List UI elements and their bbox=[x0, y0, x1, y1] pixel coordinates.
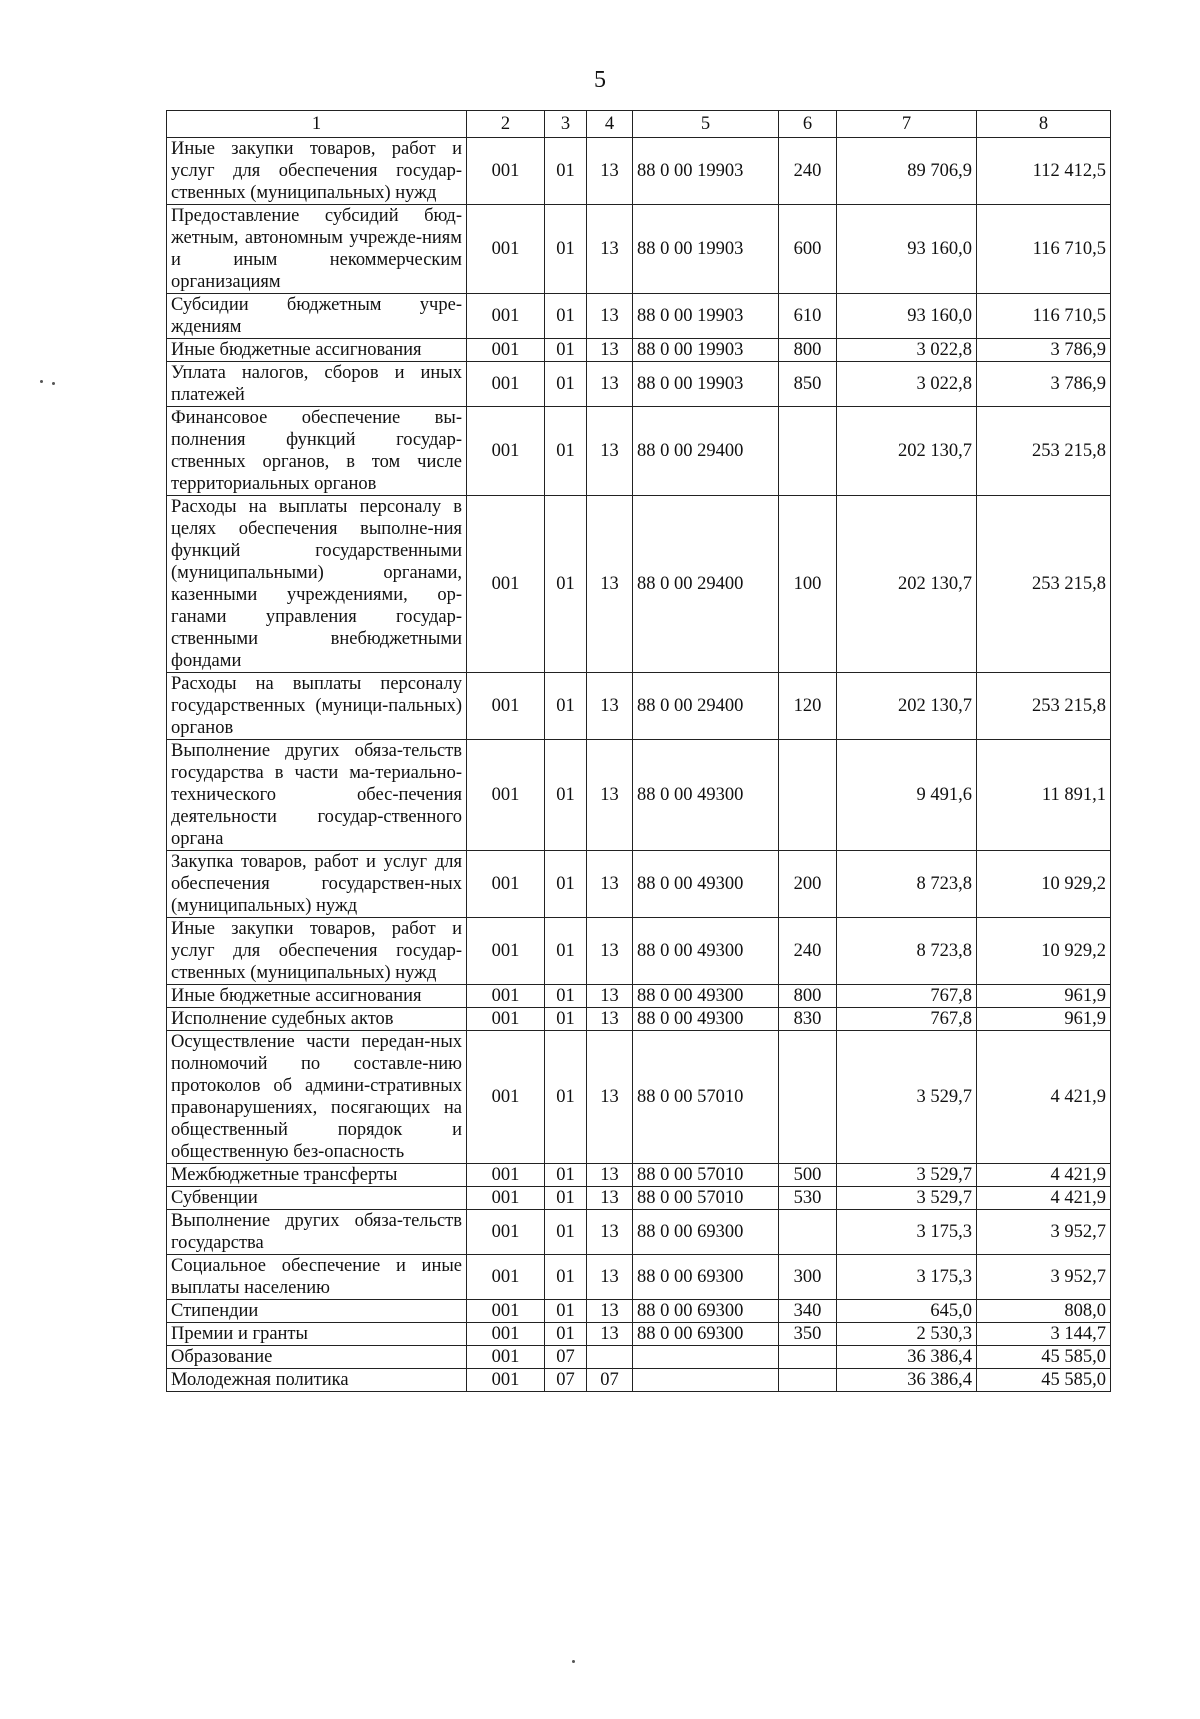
cell-name: Иные закупки товаров, работ и услуг для обеспечения государ-ственных (муниципальных) нужд bbox=[167, 918, 467, 985]
cell-expense-type: 300 bbox=[779, 1255, 837, 1300]
cell-ministry-code: 001 bbox=[467, 1369, 545, 1392]
cell-subsection: 13 bbox=[587, 673, 633, 740]
table-row bbox=[167, 1346, 1111, 1369]
scan-speck bbox=[52, 382, 55, 385]
cell-target-article bbox=[633, 1346, 779, 1369]
table-row bbox=[167, 362, 1111, 407]
cell-amount-2: 116 710,5 bbox=[977, 205, 1111, 294]
cell-name: Осуществление части передан-ных полномочий по составле-нию протоколов об админи-стративных правонарушениях, посягающих на общественный порядок и общественную без-опасность bbox=[167, 1031, 467, 1164]
cell-amount-1: 202 130,7 bbox=[837, 496, 977, 673]
cell-amount-1: 89 706,9 bbox=[837, 138, 977, 205]
cell-target-article: 88 0 00 69300 bbox=[633, 1323, 779, 1346]
cell-target-article: 88 0 00 19903 bbox=[633, 362, 779, 407]
cell-expense-type: 830 bbox=[779, 1008, 837, 1031]
cell-subsection: 07 bbox=[587, 1369, 633, 1392]
cell-amount-2: 3 144,7 bbox=[977, 1323, 1111, 1346]
cell-amount-2: 3 786,9 bbox=[977, 362, 1111, 407]
cell-name: Иные бюджетные ассигнования bbox=[167, 339, 467, 362]
table-row bbox=[167, 1187, 1111, 1210]
cell-section: 01 bbox=[545, 985, 587, 1008]
cell-amount-1: 3 175,3 bbox=[837, 1210, 977, 1255]
cell-amount-1: 8 723,8 bbox=[837, 918, 977, 985]
cell-name: Предоставление субсидий бюд-жетным, автономным учрежде-ниям и иным некоммерческим организациям bbox=[167, 205, 467, 294]
table-row bbox=[167, 918, 1111, 985]
cell-expense-type bbox=[779, 740, 837, 851]
cell-name: Премии и гранты bbox=[167, 1323, 467, 1346]
cell-name: Социальное обеспечение и иные выплаты населению bbox=[167, 1255, 467, 1300]
cell-name: Иные бюджетные ассигнования bbox=[167, 985, 467, 1008]
cell-section: 01 bbox=[545, 294, 587, 339]
scan-speck bbox=[572, 1660, 575, 1663]
cell-expense-type: 800 bbox=[779, 985, 837, 1008]
cell-amount-1: 3 022,8 bbox=[837, 339, 977, 362]
cell-target-article: 88 0 00 19903 bbox=[633, 294, 779, 339]
cell-section: 01 bbox=[545, 407, 587, 496]
cell-section: 01 bbox=[545, 740, 587, 851]
table-row bbox=[167, 851, 1111, 918]
cell-amount-1: 202 130,7 bbox=[837, 673, 977, 740]
cell-amount-2: 253 215,8 bbox=[977, 673, 1111, 740]
cell-amount-2: 45 585,0 bbox=[977, 1369, 1111, 1392]
column-header-8: 8 bbox=[977, 111, 1111, 138]
cell-subsection: 13 bbox=[587, 496, 633, 673]
cell-ministry-code: 001 bbox=[467, 1031, 545, 1164]
cell-ministry-code: 001 bbox=[467, 673, 545, 740]
cell-ministry-code: 001 bbox=[467, 1255, 545, 1300]
table-row bbox=[167, 205, 1111, 294]
cell-ministry-code: 001 bbox=[467, 496, 545, 673]
cell-subsection: 13 bbox=[587, 851, 633, 918]
cell-name: Субсидии бюджетным учре-ждениям bbox=[167, 294, 467, 339]
column-header-4: 4 bbox=[587, 111, 633, 138]
cell-name: Выполнение других обяза-тельств государства в части ма-териально-технического обес-печения деятельности государ-ственного органа bbox=[167, 740, 467, 851]
cell-section: 01 bbox=[545, 1187, 587, 1210]
cell-subsection: 13 bbox=[587, 294, 633, 339]
cell-subsection: 13 bbox=[587, 1300, 633, 1323]
table-row bbox=[167, 339, 1111, 362]
cell-target-article: 88 0 00 49300 bbox=[633, 740, 779, 851]
cell-amount-1: 202 130,7 bbox=[837, 407, 977, 496]
table-header-row bbox=[167, 111, 1111, 138]
cell-ministry-code: 001 bbox=[467, 1300, 545, 1323]
cell-expense-type: 240 bbox=[779, 918, 837, 985]
cell-name: Образование bbox=[167, 1346, 467, 1369]
cell-name: Расходы на выплаты персоналу в целях обеспечения выполне-ния функций государственными (муниципальными) органами, казенными учреждениями, ор-ганами управления государ-ственными внебюджетными фондами bbox=[167, 496, 467, 673]
cell-section: 01 bbox=[545, 362, 587, 407]
cell-expense-type bbox=[779, 1031, 837, 1164]
cell-expense-type bbox=[779, 407, 837, 496]
cell-ministry-code: 001 bbox=[467, 362, 545, 407]
cell-amount-2: 10 929,2 bbox=[977, 851, 1111, 918]
cell-name: Расходы на выплаты персоналу государственных (муници-пальных) органов bbox=[167, 673, 467, 740]
cell-name: Исполнение судебных актов bbox=[167, 1008, 467, 1031]
column-header-6: 6 bbox=[779, 111, 837, 138]
cell-target-article: 88 0 00 49300 bbox=[633, 1008, 779, 1031]
cell-ministry-code: 001 bbox=[467, 205, 545, 294]
cell-expense-type: 530 bbox=[779, 1187, 837, 1210]
table-row bbox=[167, 496, 1111, 673]
table-row bbox=[167, 740, 1111, 851]
cell-amount-1: 3 529,7 bbox=[837, 1164, 977, 1187]
cell-target-article: 88 0 00 57010 bbox=[633, 1031, 779, 1164]
cell-amount-2: 808,0 bbox=[977, 1300, 1111, 1323]
scan-speck bbox=[40, 380, 43, 383]
cell-amount-1: 9 491,6 bbox=[837, 740, 977, 851]
cell-name: Иные закупки товаров, работ и услуг для обеспечения государ-ственных (муниципальных) нужд bbox=[167, 138, 467, 205]
cell-amount-1: 93 160,0 bbox=[837, 294, 977, 339]
table-row bbox=[167, 1255, 1111, 1300]
cell-subsection: 13 bbox=[587, 1323, 633, 1346]
cell-section: 01 bbox=[545, 1255, 587, 1300]
cell-subsection: 13 bbox=[587, 740, 633, 851]
cell-subsection bbox=[587, 1346, 633, 1369]
cell-section: 01 bbox=[545, 1031, 587, 1164]
column-header-5: 5 bbox=[633, 111, 779, 138]
table-row bbox=[167, 1369, 1111, 1392]
cell-ministry-code: 001 bbox=[467, 1323, 545, 1346]
cell-section: 01 bbox=[545, 918, 587, 985]
cell-amount-1: 3 022,8 bbox=[837, 362, 977, 407]
cell-section: 01 bbox=[545, 1008, 587, 1031]
cell-ministry-code: 001 bbox=[467, 1210, 545, 1255]
cell-amount-2: 10 929,2 bbox=[977, 918, 1111, 985]
cell-amount-1: 36 386,4 bbox=[837, 1369, 977, 1392]
cell-subsection: 13 bbox=[587, 205, 633, 294]
cell-amount-2: 45 585,0 bbox=[977, 1346, 1111, 1369]
cell-name: Уплата налогов, сборов и иных платежей bbox=[167, 362, 467, 407]
cell-target-article: 88 0 00 49300 bbox=[633, 918, 779, 985]
cell-target-article: 88 0 00 29400 bbox=[633, 673, 779, 740]
cell-subsection: 13 bbox=[587, 918, 633, 985]
table-row bbox=[167, 294, 1111, 339]
table-row bbox=[167, 985, 1111, 1008]
budget-table bbox=[166, 110, 1111, 1392]
cell-section: 01 bbox=[545, 138, 587, 205]
cell-amount-2: 961,9 bbox=[977, 1008, 1111, 1031]
cell-expense-type: 350 bbox=[779, 1323, 837, 1346]
cell-amount-2: 4 421,9 bbox=[977, 1187, 1111, 1210]
table-row bbox=[167, 1031, 1111, 1164]
cell-amount-1: 2 530,3 bbox=[837, 1323, 977, 1346]
cell-amount-1: 8 723,8 bbox=[837, 851, 977, 918]
cell-subsection: 13 bbox=[587, 407, 633, 496]
cell-amount-1: 3 175,3 bbox=[837, 1255, 977, 1300]
cell-name: Финансовое обеспечение вы-полнения функций государ-ственных органов, в том числе территориальных органов bbox=[167, 407, 467, 496]
cell-section: 01 bbox=[545, 1323, 587, 1346]
column-header-3: 3 bbox=[545, 111, 587, 138]
cell-subsection: 13 bbox=[587, 985, 633, 1008]
cell-ministry-code: 001 bbox=[467, 851, 545, 918]
cell-target-article: 88 0 00 29400 bbox=[633, 407, 779, 496]
cell-section: 01 bbox=[545, 339, 587, 362]
cell-amount-2: 4 421,9 bbox=[977, 1031, 1111, 1164]
cell-amount-2: 253 215,8 bbox=[977, 407, 1111, 496]
cell-amount-2: 112 412,5 bbox=[977, 138, 1111, 205]
cell-section: 07 bbox=[545, 1346, 587, 1369]
cell-target-article: 88 0 00 29400 bbox=[633, 496, 779, 673]
cell-target-article: 88 0 00 57010 bbox=[633, 1164, 779, 1187]
cell-target-article: 88 0 00 57010 bbox=[633, 1187, 779, 1210]
table-row bbox=[167, 673, 1111, 740]
table-row bbox=[167, 1323, 1111, 1346]
table-row bbox=[167, 1210, 1111, 1255]
cell-subsection: 13 bbox=[587, 1008, 633, 1031]
cell-name: Закупка товаров, работ и услуг для обеспечения государствен-ных (муниципальных) нужд bbox=[167, 851, 467, 918]
cell-expense-type: 120 bbox=[779, 673, 837, 740]
column-header-1: 1 bbox=[167, 111, 467, 138]
cell-section: 01 bbox=[545, 1300, 587, 1323]
cell-target-article: 88 0 00 19903 bbox=[633, 138, 779, 205]
cell-amount-2: 3 952,7 bbox=[977, 1255, 1111, 1300]
column-header-7: 7 bbox=[837, 111, 977, 138]
cell-expense-type bbox=[779, 1346, 837, 1369]
cell-name: Субвенции bbox=[167, 1187, 467, 1210]
cell-subsection: 13 bbox=[587, 1210, 633, 1255]
cell-amount-1: 36 386,4 bbox=[837, 1346, 977, 1369]
cell-target-article: 88 0 00 49300 bbox=[633, 985, 779, 1008]
cell-ministry-code: 001 bbox=[467, 1187, 545, 1210]
cell-name: Выполнение других обяза-тельств государства bbox=[167, 1210, 467, 1255]
cell-section: 01 bbox=[545, 851, 587, 918]
cell-expense-type: 500 bbox=[779, 1164, 837, 1187]
cell-expense-type: 340 bbox=[779, 1300, 837, 1323]
cell-amount-2: 3 952,7 bbox=[977, 1210, 1111, 1255]
cell-expense-type: 850 bbox=[779, 362, 837, 407]
cell-ministry-code: 001 bbox=[467, 407, 545, 496]
cell-target-article: 88 0 00 69300 bbox=[633, 1255, 779, 1300]
cell-section: 01 bbox=[545, 1210, 587, 1255]
cell-name: Межбюджетные трансферты bbox=[167, 1164, 467, 1187]
cell-ministry-code: 001 bbox=[467, 1008, 545, 1031]
cell-amount-2: 3 786,9 bbox=[977, 339, 1111, 362]
cell-section: 01 bbox=[545, 1164, 587, 1187]
cell-amount-1: 767,8 bbox=[837, 1008, 977, 1031]
cell-target-article: 88 0 00 69300 bbox=[633, 1210, 779, 1255]
column-header-2: 2 bbox=[467, 111, 545, 138]
cell-name: Молодежная политика bbox=[167, 1369, 467, 1392]
cell-target-article: 88 0 00 19903 bbox=[633, 339, 779, 362]
cell-section: 01 bbox=[545, 496, 587, 673]
cell-ministry-code: 001 bbox=[467, 1346, 545, 1369]
cell-section: 01 bbox=[545, 673, 587, 740]
cell-ministry-code: 001 bbox=[467, 138, 545, 205]
table-row bbox=[167, 1008, 1111, 1031]
cell-amount-1: 767,8 bbox=[837, 985, 977, 1008]
cell-amount-1: 3 529,7 bbox=[837, 1187, 977, 1210]
cell-target-article: 88 0 00 49300 bbox=[633, 851, 779, 918]
cell-ministry-code: 001 bbox=[467, 294, 545, 339]
cell-target-article bbox=[633, 1369, 779, 1392]
cell-amount-1: 3 529,7 bbox=[837, 1031, 977, 1164]
cell-amount-1: 645,0 bbox=[837, 1300, 977, 1323]
cell-ministry-code: 001 bbox=[467, 339, 545, 362]
cell-expense-type: 600 bbox=[779, 205, 837, 294]
cell-subsection: 13 bbox=[587, 362, 633, 407]
cell-subsection: 13 bbox=[587, 1164, 633, 1187]
cell-ministry-code: 001 bbox=[467, 918, 545, 985]
cell-name: Стипендии bbox=[167, 1300, 467, 1323]
page-number: 5 bbox=[594, 67, 606, 93]
cell-subsection: 13 bbox=[587, 1031, 633, 1164]
table-row bbox=[167, 138, 1111, 205]
cell-amount-2: 116 710,5 bbox=[977, 294, 1111, 339]
table-body bbox=[167, 138, 1111, 1392]
cell-amount-1: 93 160,0 bbox=[837, 205, 977, 294]
table-row bbox=[167, 407, 1111, 496]
cell-expense-type bbox=[779, 1210, 837, 1255]
cell-expense-type: 100 bbox=[779, 496, 837, 673]
cell-section: 01 bbox=[545, 205, 587, 294]
cell-amount-2: 961,9 bbox=[977, 985, 1111, 1008]
cell-amount-2: 4 421,9 bbox=[977, 1164, 1111, 1187]
cell-expense-type bbox=[779, 1369, 837, 1392]
cell-subsection: 13 bbox=[587, 1187, 633, 1210]
cell-expense-type: 800 bbox=[779, 339, 837, 362]
cell-amount-2: 11 891,1 bbox=[977, 740, 1111, 851]
table-row bbox=[167, 1300, 1111, 1323]
cell-ministry-code: 001 bbox=[467, 740, 545, 851]
cell-expense-type: 610 bbox=[779, 294, 837, 339]
cell-target-article: 88 0 00 19903 bbox=[633, 205, 779, 294]
cell-subsection: 13 bbox=[587, 138, 633, 205]
table-row bbox=[167, 1164, 1111, 1187]
cell-subsection: 13 bbox=[587, 1255, 633, 1300]
cell-section: 07 bbox=[545, 1369, 587, 1392]
cell-amount-2: 253 215,8 bbox=[977, 496, 1111, 673]
cell-expense-type: 200 bbox=[779, 851, 837, 918]
cell-ministry-code: 001 bbox=[467, 985, 545, 1008]
cell-expense-type: 240 bbox=[779, 138, 837, 205]
cell-ministry-code: 001 bbox=[467, 1164, 545, 1187]
cell-target-article: 88 0 00 69300 bbox=[633, 1300, 779, 1323]
cell-subsection: 13 bbox=[587, 339, 633, 362]
